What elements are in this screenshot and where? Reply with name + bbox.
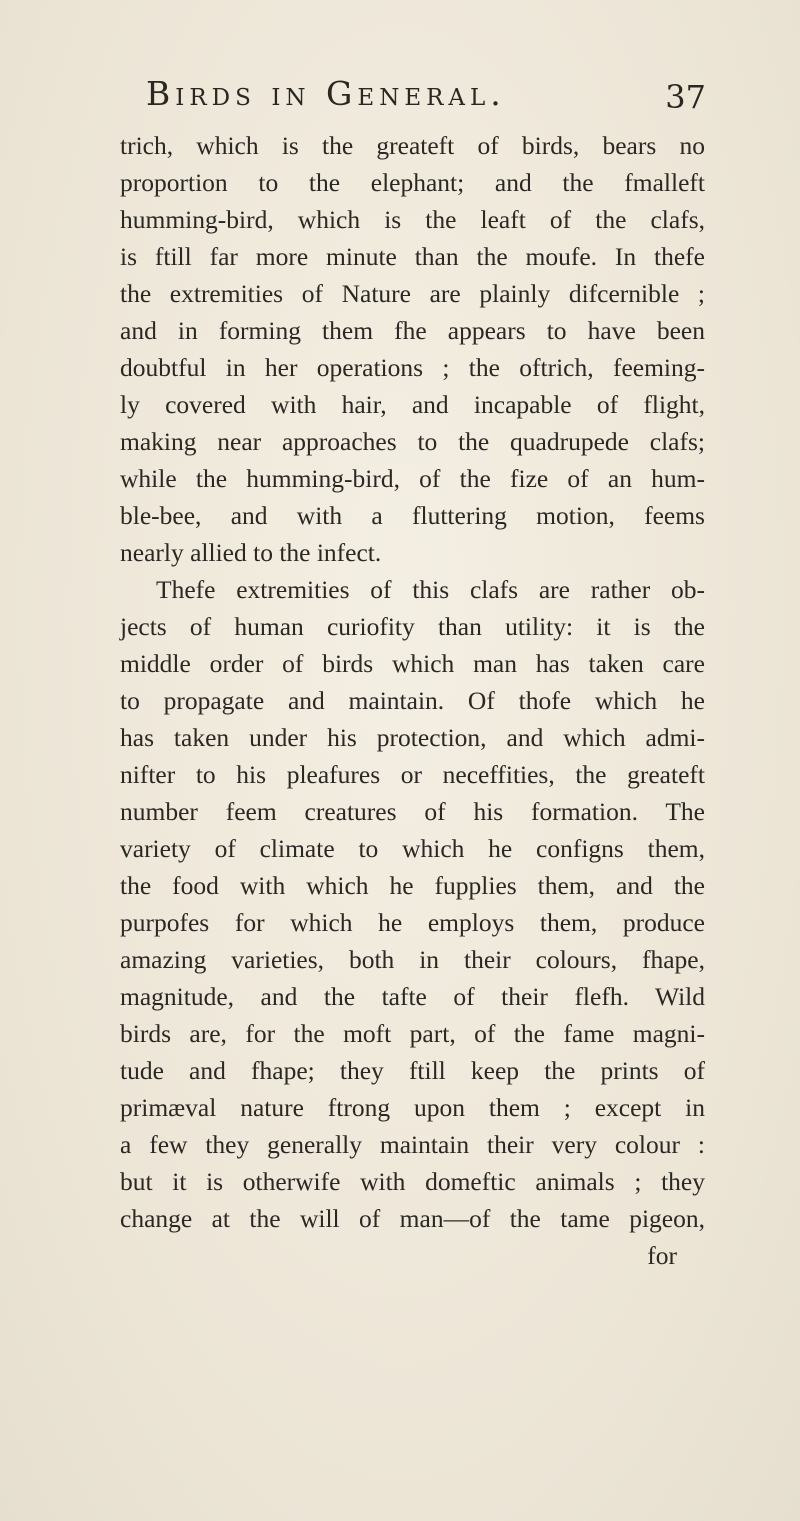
text-line: ble-bee, and with a fluttering motion, feems (120, 501, 705, 530)
text-line: birds are, for the moft part, of the fame magni- (120, 1019, 705, 1048)
text-line: the food with which he fupplies them, and the (120, 871, 705, 900)
text-line: humming-bird, which is the leaft of the clafs, (120, 205, 705, 234)
text-line: nearly allied to the infect. (120, 538, 382, 567)
text-line: proportion to the elephant; and the fmalleft (120, 168, 705, 197)
text-line: variety of climate to which he configns them, (120, 834, 705, 863)
text-line: ly covered with hair, and incapable of flight, (120, 390, 705, 419)
running-head (146, 74, 706, 118)
text-line: amazing varieties, both in their colours, fhape, (120, 945, 705, 974)
text-line: change at the will of man—of the tame pigeon, (120, 1204, 705, 1233)
body-text (120, 127, 705, 1274)
catchword: for (647, 1241, 677, 1270)
page-number: 37 (665, 78, 706, 116)
text-line: primæval nature ftrong upon them ; except in (120, 1093, 705, 1122)
text-line: to propagate and maintain. Of thofe which he (120, 686, 705, 715)
text-line: while the humming-bird, of the fize of an hum- (120, 464, 705, 493)
text-line: is ftill far more minute than the moufe. In thefe (120, 242, 705, 271)
text-line: a few they generally maintain their very colour : (120, 1130, 705, 1159)
text-line: and in forming them fhe appears to have been (120, 316, 705, 345)
text-line: trich, which is the greateft of birds, bears no (120, 131, 705, 160)
running-title: Birds in General. (146, 74, 506, 113)
text-line: magnitude, and the tafte of their flefh. Wild (120, 982, 705, 1011)
text-line: nifter to his pleafures or neceffities, the greateft (120, 760, 705, 789)
text-line: jects of human curiofity than utility: it is the (120, 612, 705, 641)
text-line: but it is otherwife with domeftic animals ; they (120, 1167, 705, 1196)
text-line: making near approaches to the quadrupede clafs; (120, 427, 705, 456)
text-line: has taken under his protection, and which admi- (120, 723, 705, 752)
paragraph-start-line: Thefe extremities of this clafs are rather ob- (156, 575, 705, 604)
text-line: middle order of birds which man has taken care (120, 649, 705, 678)
text-line: doubtful in her operations ; the oftrich, feeming- (120, 353, 705, 382)
text-line: number feem creatures of his formation. The (120, 797, 705, 826)
text-line: tude and fhape; they ftill keep the prints of (120, 1056, 705, 1085)
text-line: the extremities of Nature are plainly difcernible ; (120, 279, 705, 308)
text-line: purpofes for which he employs them, produce (120, 908, 705, 937)
